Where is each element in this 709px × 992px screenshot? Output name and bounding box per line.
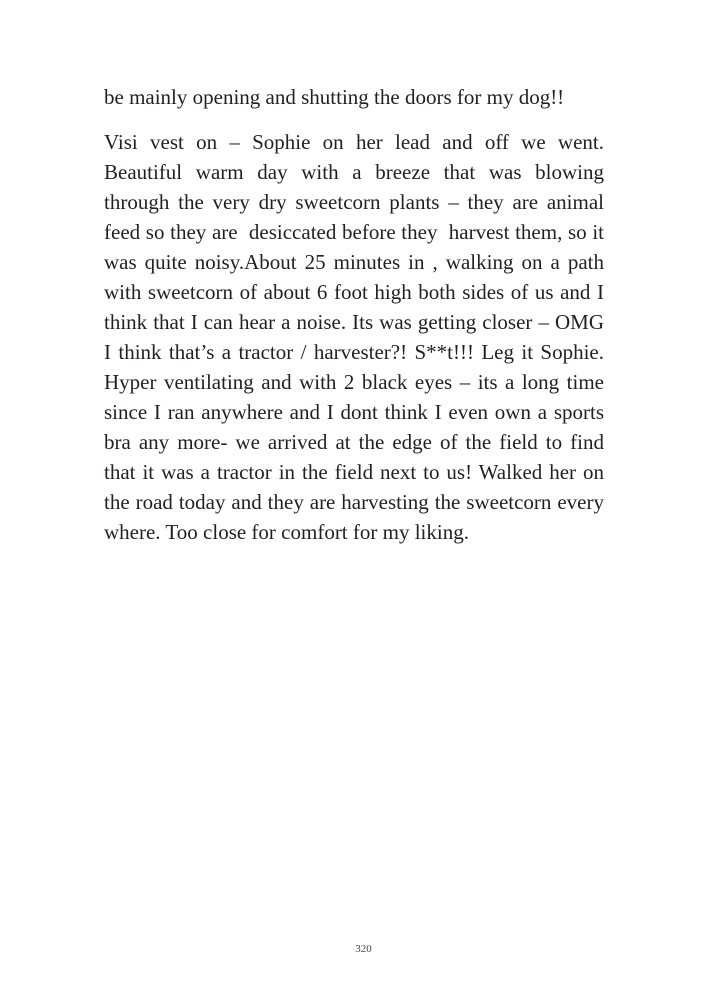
page-body: [104, 82, 610, 547]
paragraph-2: Visi vest on – Sophie on her lead and off we went. Beautiful warm day with a breeze that was blowing through the very dry sweetcorn plants – they are animal feed so they are desiccated before they harvest them, so it was quite noisy.About 25 minutes in , walking on a path with sweetcorn of about 6 foot high both sides of us and I think that I can hear a noise. Its was getting closer – OMG I think that’s a tractor / harvester?! S**t!!! Leg it Sophie. Hyper ventilating and with 2 black eyes – its a long time since I ran anywhere and I dont think I even own a sports bra any more- we arrived at the edge of the field to find that it was a tractor in the field next to us! Walked her on the road today and they are harvesting the sweetcorn every where. Too close for comfort for my liking.: [104, 130, 610, 544]
paragraph-1: be mainly opening and shutting the doors for my dog!!: [104, 85, 565, 109]
page-number: 320: [355, 943, 372, 955]
